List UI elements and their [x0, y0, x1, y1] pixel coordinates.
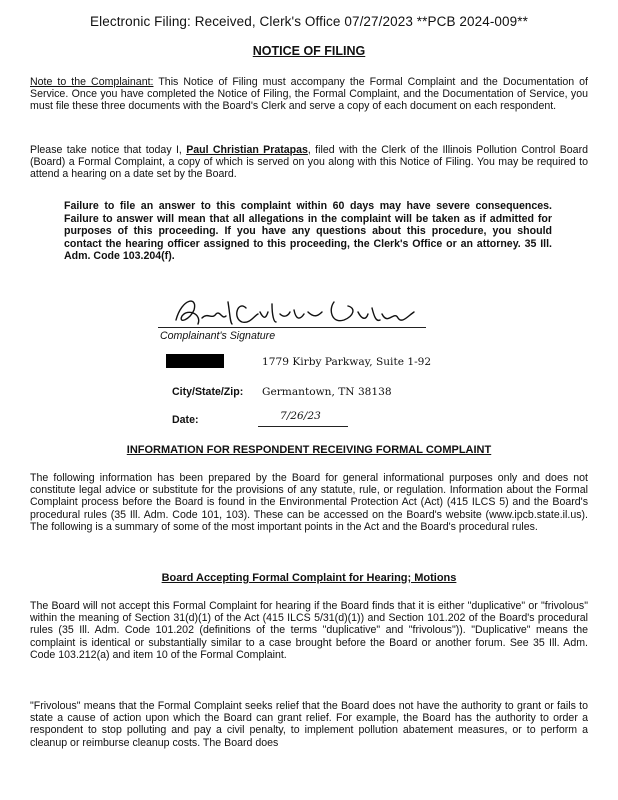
redacted-block: [166, 354, 224, 368]
date-value: 7/26/23: [280, 410, 321, 422]
notice-paragraph: [30, 144, 588, 181]
street-address: 1779 Kirby Parkway, Suite 1-92: [262, 356, 432, 368]
signature-line: [158, 327, 426, 328]
warning-paragraph: Failure to file an answer to this complaint within 60 days may have severe consequences. Failure to answer will mean that all allegations in the complaint will be taken as if admitted for purposes of this proceeding. If you have any questions about this procedure, you should contact the hearing officer assigned to this proceeding, the Clerk's Office or an attorney. 35 Ill. Adm. Code 103.204(f).: [64, 200, 552, 263]
page-title: NOTICE OF FILING: [252, 44, 366, 58]
complainant-name: Paul Christian Pratapas: [186, 144, 308, 156]
note-text: This Notice of Filing must accompany the Formal Complaint and the Documentation of Service. Once you have completed the Notice of Filing, the Formal Complaint, and the Documentation of Service, you must file these three documents with the Board's Clerk and serve a copy of each document on each respondent.: [30, 76, 588, 113]
motions-paragraph: The Board will not accept this Formal Complaint for hearing if the Board finds that it is either "duplicative" or "frivolous" within the meaning of Section 31(d)(1) of the Act (415 ILCS 5/31(d)(1)) and Section 101.202 of the Board's procedural rules (35 Ill. Adm. Code 101.202 (definitions of the terms "duplicative" and "frivolous")). "Duplicative" means the complaint is identical or substantially similar to a case brought before the Board or another forum. See 35 Ill. Adm. Code 103.212(a) and item 10 of the Formal Complaint.: [30, 600, 588, 661]
date-line: [258, 426, 348, 427]
motions-heading: Board Accepting Formal Complaint for Hearing; Motions: [161, 572, 457, 584]
filing-stamp-header: Electronic Filing: Received, Clerk's Office 07/27/2023 **PCB 2024-009**: [90, 14, 528, 29]
note-lead: Note to the Complainant:: [30, 76, 154, 88]
info-paragraph: The following information has been prepared by the Board for general informational purposes only and does not constitute legal advice or substitute for the provisions of any statute, rule, or regulation. Information about the Formal Complaint process before the Board is found in the Environmental Protection Act (Act) (415 ILCS 5) and the Board's procedural rules (35 Ill. Adm. Code 101, 103). These can be accessed on the Board's website (www.ipcb.state.il.us). The following is a summary of some of the most important points in the Act and the Board's procedural rules.: [30, 472, 588, 533]
city-label: City/State/Zip:: [172, 386, 244, 398]
date-label: Date:: [172, 414, 199, 426]
notice-before: Please take notice that today I,: [30, 144, 187, 156]
info-heading: INFORMATION FOR RESPONDENT RECEIVING FORMAL COMPLAINT: [126, 444, 492, 456]
note-to-complainant: [30, 76, 588, 113]
notice-after: , filed with the Clerk of the Illinois Pollution Control Board (Board) a Formal Complaint, a copy of which is served on you along with this Notice of Filing. You may be required to attend a hearing on a date set by the Board.: [30, 144, 588, 181]
signature-caption: Complainant's Signature: [160, 330, 276, 342]
city-value: Germantown, TN 38138: [262, 386, 392, 398]
frivolous-paragraph: "Frivolous" means that the Formal Complaint seeks relief that the Board does not have the authority to grant or fails to state a cause of action upon which the Board can grant relief. For example, the Board has the authority to order a respondent to stop polluting and pay a civil penalty, to implement pollution abatement measures, or to perform a cleanup or reimburse cleanup costs. The Board does: [30, 700, 588, 749]
